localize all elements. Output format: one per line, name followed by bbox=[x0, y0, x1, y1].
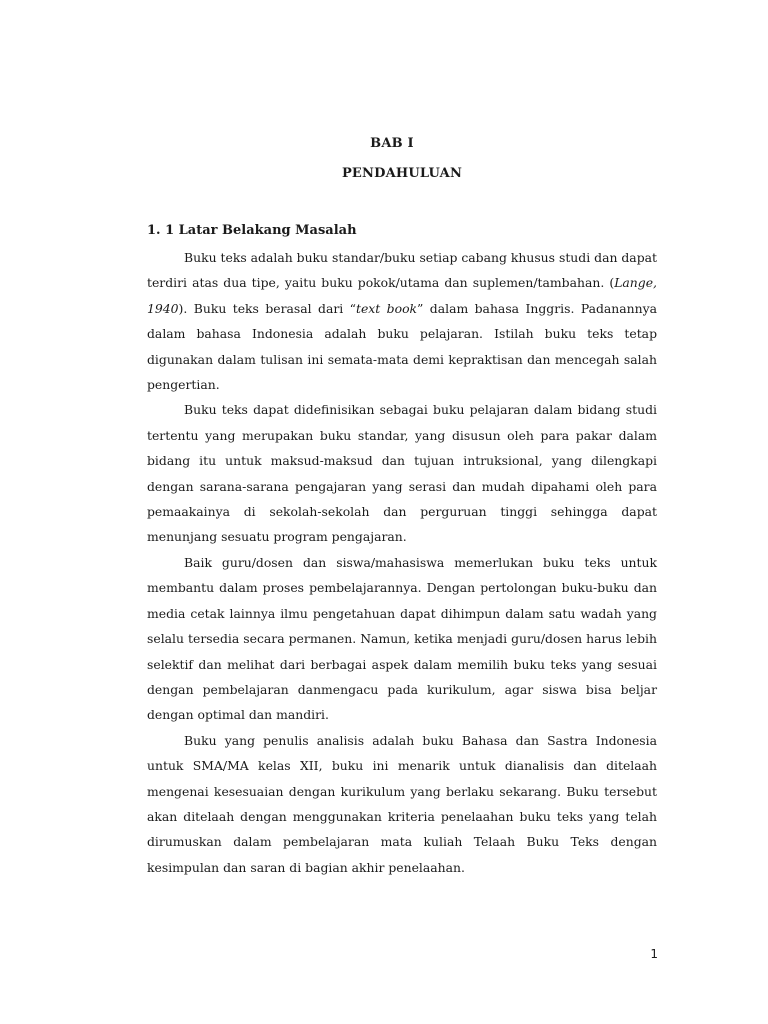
chapter-title: PENDAHULUAN bbox=[341, 166, 463, 181]
paragraph-1-text-b: ). Buku teks berasal dari “ bbox=[178, 300, 356, 316]
paragraph-1-text-c: ” dalam bahasa Inggris. Padanannya dalam bahasa Indonesia adalah buku pelajaran. Istilah buku teks tetap digunakan dalam tulisan ini semata-mata demi kepraktisan dan mencegah salah pengertian. bbox=[147, 300, 658, 393]
body-text bbox=[147, 245, 657, 880]
section-heading: 1. 1 Latar Belakang Masalah bbox=[147, 223, 357, 238]
paragraph-4: Buku yang penulis analisis adalah buku Bahasa dan Sastra Indonesia untuk SMA/MA kelas XII, buku ini menarik untuk dianalisis dan ditelaah mengenai kesesuaian dengan kurikulum yang berlaku sekarang. Buku tersebut akan ditelaah dengan menggunakan kriteria penelaahan buku teks yang telah dirumuskan dalam pembelajaran mata kuliah Telaah Buku Teks dengan kesimpulan dan saran di bagian akhir penelaahan. bbox=[147, 732, 657, 875]
paragraph-3: Baik guru/dosen dan siswa/mahasiswa memerlukan buku teks untuk membantu dalam proses pembelajarannya. Dengan pertolongan buku-buku dan media cetak lainnya ilmu pengetahuan dapat dihimpun dalam satu wadah yang selalu tersedia secara permanen. Namun, ketika menjadi guru/dosen harus lebih selektif dan melihat dari berbagai aspek dalam memilih buku teks yang sesuai dengan pembelajaran danmengacu pada kurikulum, agar siswa bisa beljar dengan optimal dan mandiri. bbox=[147, 554, 657, 723]
paragraph-2: Buku teks dapat didefinisikan sebagai buku pelajaran dalam bidang studi tertentu yang merupakan buku standar, yang disusun oleh para pakar dalam bidang itu untuk maksud-maksud dan tujuan intruksional, yang dilengkapi dengan sarana-sarana pengajaran yang serasi dan mudah dipahami oleh para pemaakainya di sekolah-sekolah dan perguruan tinggi sehingga dapat menunjang sesuatu program pengajaran. bbox=[147, 402, 657, 545]
paragraph-1-text-a: Buku teks adalah buku standar/buku setiap cabang khusus studi dan dapat terdiri atas dua tipe, yaitu buku pokok/utama dan suplemen/tambahan. ( bbox=[147, 250, 657, 291]
paragraph-1 bbox=[147, 245, 657, 397]
chapter-number: BAB I bbox=[370, 136, 414, 151]
page-number: 1 bbox=[650, 947, 658, 961]
citation: Lange, 1940 bbox=[147, 275, 657, 316]
foreign-term: text book bbox=[355, 300, 418, 316]
